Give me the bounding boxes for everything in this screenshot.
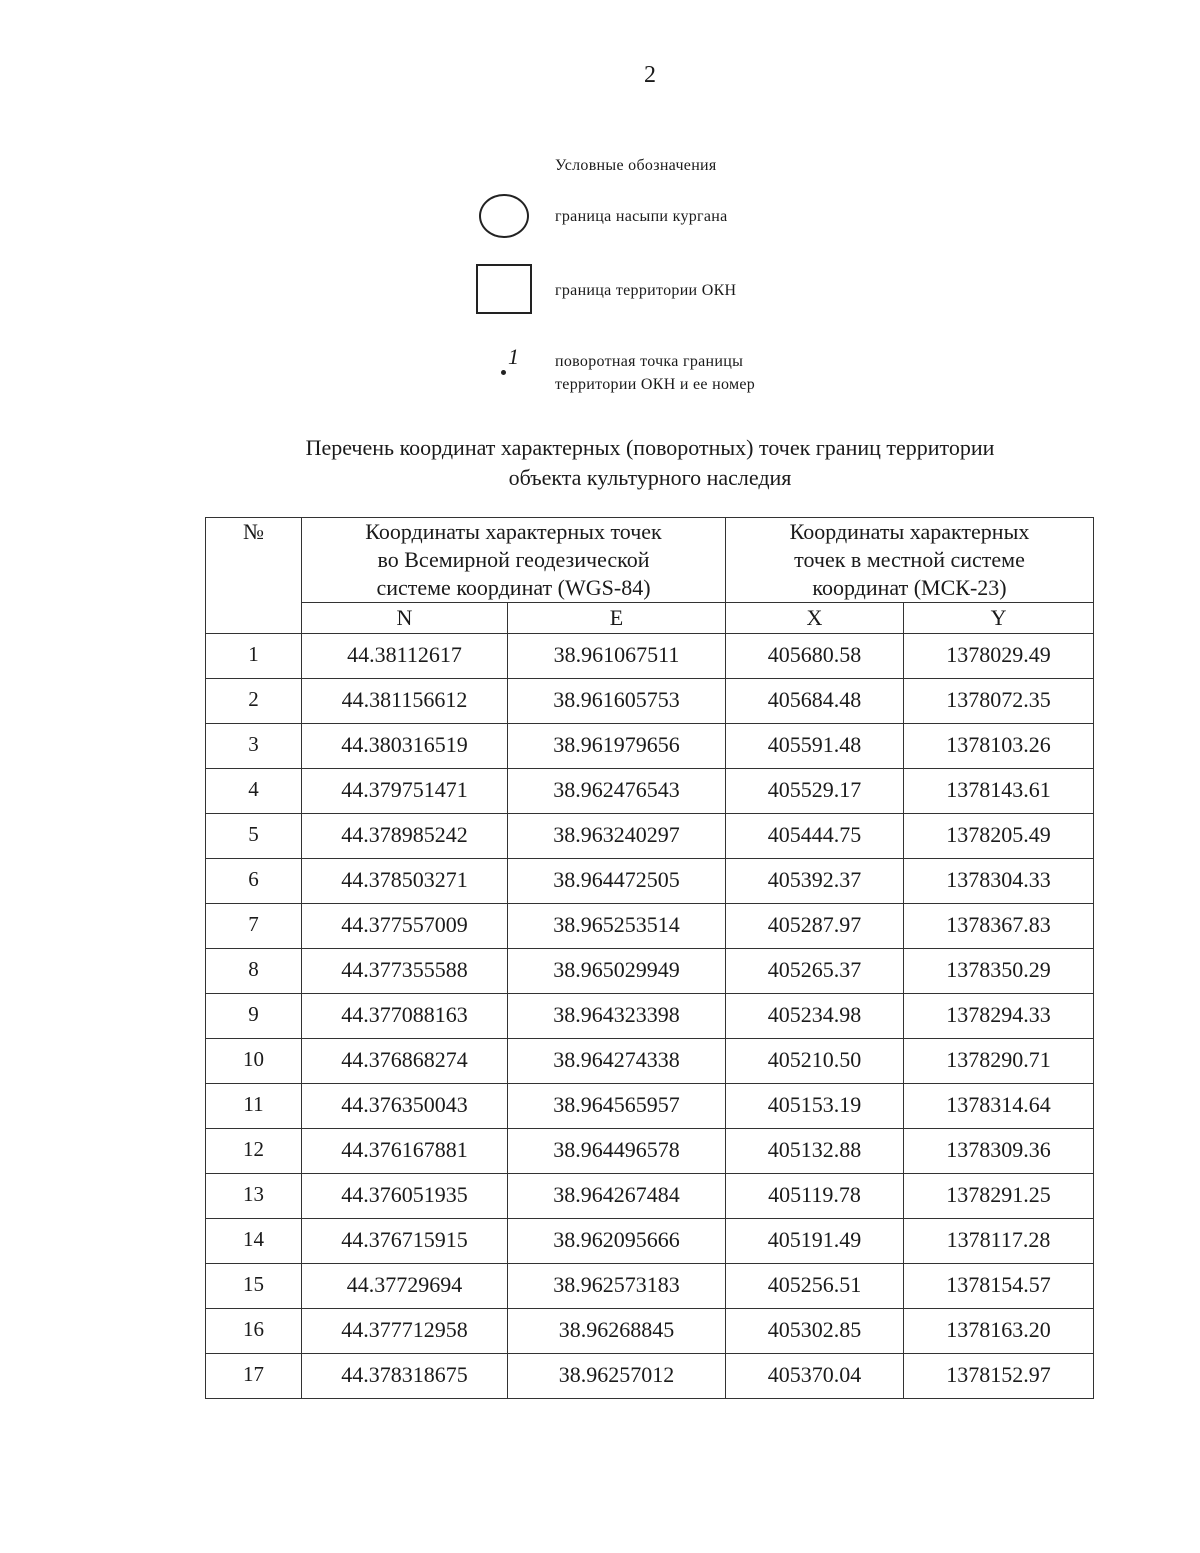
cell-msk-y: 1378154.57 <box>904 1264 1094 1309</box>
cell-msk-x: 405153.19 <box>726 1084 904 1129</box>
cell-msk-x: 405444.75 <box>726 814 904 859</box>
cell-point-number: 7 <box>206 904 302 949</box>
cell-wgs-n: 44.376715915 <box>302 1219 508 1264</box>
table-subheader-row <box>206 603 1094 634</box>
turning-point-icon <box>499 344 529 384</box>
cell-wgs-e: 38.96268845 <box>508 1309 726 1354</box>
legend-label-turning-point-line2: территории ОКН и ее номер <box>555 376 756 393</box>
cell-wgs-n: 44.379751471 <box>302 769 508 814</box>
column-header-e: E <box>508 603 726 634</box>
cell-msk-x: 405210.50 <box>726 1039 904 1084</box>
cell-msk-x: 405287.97 <box>726 904 904 949</box>
cell-wgs-n: 44.38112617 <box>302 634 508 679</box>
column-group-msk23-line1: Координаты характерных <box>789 519 1030 544</box>
cell-msk-y: 1378290.71 <box>904 1039 1094 1084</box>
table-row <box>206 1219 1094 1264</box>
cell-msk-x: 405191.49 <box>726 1219 904 1264</box>
cell-wgs-n: 44.376167881 <box>302 1129 508 1174</box>
cell-wgs-n: 44.376868274 <box>302 1039 508 1084</box>
column-header-number: № <box>206 518 302 634</box>
cell-msk-x: 405392.37 <box>726 859 904 904</box>
cell-point-number: 15 <box>206 1264 302 1309</box>
column-header-y: Y <box>904 603 1094 634</box>
cell-msk-x: 405256.51 <box>726 1264 904 1309</box>
cell-wgs-e: 38.962095666 <box>508 1219 726 1264</box>
legend-label-mound-boundary: граница насыпи кургана <box>555 208 728 225</box>
column-group-wgs84-line2: во Всемирной геодезической <box>377 547 650 572</box>
table-heading-line2: объекта культурного наследия <box>508 465 792 490</box>
cell-wgs-e: 38.964496578 <box>508 1129 726 1174</box>
cell-wgs-n: 44.381156612 <box>302 679 508 724</box>
column-group-msk23-line2: точек в местной системе <box>794 547 1025 572</box>
cell-wgs-n: 44.378318675 <box>302 1354 508 1399</box>
cell-wgs-e: 38.961605753 <box>508 679 726 724</box>
table-row <box>206 814 1094 859</box>
cell-msk-y: 1378152.97 <box>904 1354 1094 1399</box>
cell-wgs-n: 44.376051935 <box>302 1174 508 1219</box>
cell-wgs-n: 44.377712958 <box>302 1309 508 1354</box>
cell-wgs-e: 38.962476543 <box>508 769 726 814</box>
table-row <box>206 1129 1094 1174</box>
column-group-msk23 <box>726 518 1094 603</box>
table-row <box>206 679 1094 724</box>
table-row <box>206 724 1094 769</box>
table-row <box>206 859 1094 904</box>
cell-point-number: 8 <box>206 949 302 994</box>
page-number: 2 <box>644 62 656 88</box>
cell-wgs-n: 44.37729694 <box>302 1264 508 1309</box>
coordinates-table <box>205 517 1094 1399</box>
cell-msk-y: 1378163.20 <box>904 1309 1094 1354</box>
cell-wgs-e: 38.965253514 <box>508 904 726 949</box>
cell-msk-y: 1378103.26 <box>904 724 1094 769</box>
point-number-marker: 1 <box>508 344 519 369</box>
cell-msk-y: 1378205.49 <box>904 814 1094 859</box>
cell-msk-y: 1378314.64 <box>904 1084 1094 1129</box>
legend-label-territory-boundary: граница территории ОКН <box>555 282 737 299</box>
cell-point-number: 12 <box>206 1129 302 1174</box>
cell-msk-x: 405132.88 <box>726 1129 904 1174</box>
cell-msk-x: 405680.58 <box>726 634 904 679</box>
cell-point-number: 10 <box>206 1039 302 1084</box>
column-header-n: N <box>302 603 508 634</box>
cell-msk-x: 405119.78 <box>726 1174 904 1219</box>
cell-wgs-n: 44.378503271 <box>302 859 508 904</box>
cell-msk-x: 405684.48 <box>726 679 904 724</box>
cell-wgs-e: 38.96257012 <box>508 1354 726 1399</box>
cell-msk-y: 1378072.35 <box>904 679 1094 724</box>
cell-msk-y: 1378309.36 <box>904 1129 1094 1174</box>
cell-msk-y: 1378294.33 <box>904 994 1094 1039</box>
legend-title: Условные обозначения <box>555 157 717 174</box>
legend-label-turning-point-line1: поворотная точка границы <box>555 353 744 370</box>
cell-point-number: 11 <box>206 1084 302 1129</box>
table-row <box>206 1264 1094 1309</box>
cell-wgs-n: 44.377355588 <box>302 949 508 994</box>
cell-wgs-e: 38.962573183 <box>508 1264 726 1309</box>
cell-wgs-n: 44.380316519 <box>302 724 508 769</box>
cell-msk-x: 405529.17 <box>726 769 904 814</box>
column-header-x: X <box>726 603 904 634</box>
cell-wgs-n: 44.377557009 <box>302 904 508 949</box>
cell-point-number: 2 <box>206 679 302 724</box>
cell-wgs-e: 38.963240297 <box>508 814 726 859</box>
column-group-wgs84 <box>302 518 726 603</box>
cell-wgs-e: 38.961067511 <box>508 634 726 679</box>
cell-msk-y: 1378029.49 <box>904 634 1094 679</box>
cell-wgs-e: 38.964267484 <box>508 1174 726 1219</box>
table-row <box>206 634 1094 679</box>
table-header-row <box>206 518 1094 603</box>
cell-point-number: 5 <box>206 814 302 859</box>
cell-point-number: 16 <box>206 1309 302 1354</box>
cell-msk-y: 1378304.33 <box>904 859 1094 904</box>
cell-point-number: 6 <box>206 859 302 904</box>
table-row <box>206 994 1094 1039</box>
table-heading-line1: Перечень координат характерных (поворотных) точек границ территории <box>305 435 995 460</box>
cell-msk-x: 405234.98 <box>726 994 904 1039</box>
column-group-msk23-line3: координат (МСК-23) <box>812 575 1007 600</box>
cell-point-number: 3 <box>206 724 302 769</box>
point-dot-icon <box>501 370 506 375</box>
table-row <box>206 904 1094 949</box>
cell-point-number: 14 <box>206 1219 302 1264</box>
cell-wgs-e: 38.964323398 <box>508 994 726 1039</box>
legend-label-turning-point <box>555 350 755 396</box>
table-row <box>206 1174 1094 1219</box>
cell-msk-y: 1378143.61 <box>904 769 1094 814</box>
column-group-wgs84-line3: системе координат (WGS-84) <box>376 575 651 600</box>
table-row <box>206 949 1094 994</box>
table-heading <box>200 433 1100 493</box>
cell-point-number: 9 <box>206 994 302 1039</box>
cell-msk-x: 405302.85 <box>726 1309 904 1354</box>
cell-wgs-e: 38.965029949 <box>508 949 726 994</box>
cell-wgs-n: 44.376350043 <box>302 1084 508 1129</box>
cell-msk-y: 1378367.83 <box>904 904 1094 949</box>
square-icon <box>476 264 532 314</box>
cell-wgs-e: 38.964472505 <box>508 859 726 904</box>
table-row <box>206 1354 1094 1399</box>
cell-point-number: 4 <box>206 769 302 814</box>
cell-point-number: 17 <box>206 1354 302 1399</box>
cell-point-number: 13 <box>206 1174 302 1219</box>
cell-point-number: 1 <box>206 634 302 679</box>
column-group-wgs84-line1: Координаты характерных точек <box>365 519 662 544</box>
cell-msk-y: 1378291.25 <box>904 1174 1094 1219</box>
cell-msk-y: 1378350.29 <box>904 949 1094 994</box>
cell-wgs-e: 38.964274338 <box>508 1039 726 1084</box>
cell-wgs-n: 44.377088163 <box>302 994 508 1039</box>
cell-msk-y: 1378117.28 <box>904 1219 1094 1264</box>
cell-msk-x: 405370.04 <box>726 1354 904 1399</box>
table-row <box>206 769 1094 814</box>
table-row <box>206 1309 1094 1354</box>
cell-wgs-n: 44.378985242 <box>302 814 508 859</box>
circle-icon <box>479 194 529 238</box>
cell-msk-x: 405265.37 <box>726 949 904 994</box>
table-row <box>206 1084 1094 1129</box>
cell-wgs-e: 38.964565957 <box>508 1084 726 1129</box>
cell-msk-x: 405591.48 <box>726 724 904 769</box>
cell-wgs-e: 38.961979656 <box>508 724 726 769</box>
table-row <box>206 1039 1094 1084</box>
